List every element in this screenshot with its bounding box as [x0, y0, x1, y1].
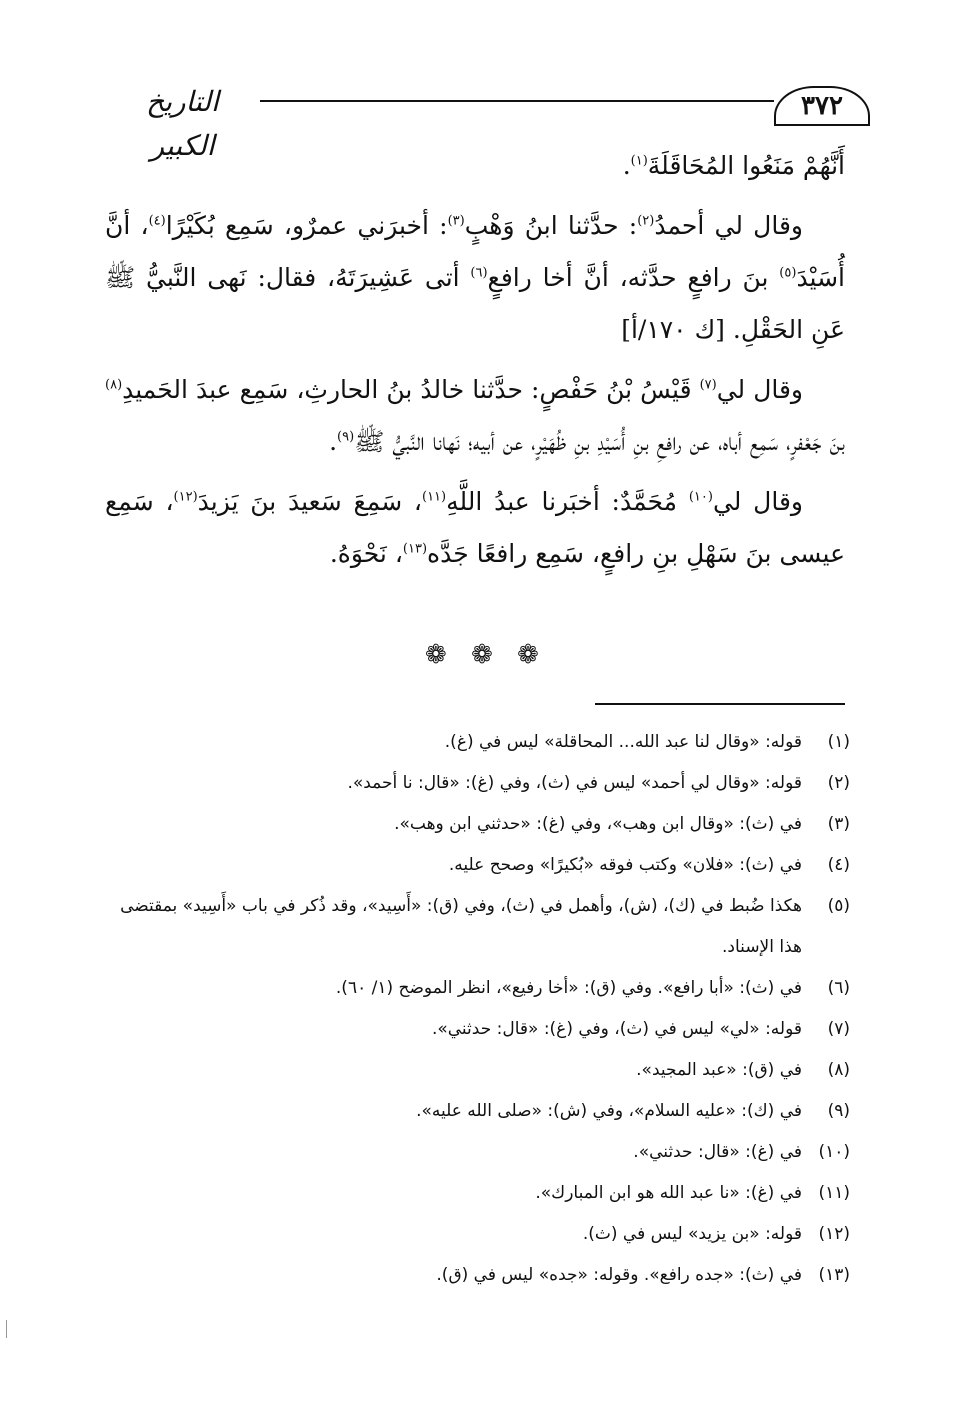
text-span: بنَ جَعْفرٍ، سَمِع أباه، عن رافعِ بنِ أُسَيْدِ بنِ ظُهَيْرٍ، عن أبيه؛ نَهانا النَّبيُّ ﷺ	[354, 427, 845, 456]
footnote-text: في (ك): «عليه السلام»، وفي (ش): «صلى الله عليه».	[416, 1101, 802, 1121]
footnote-text: في (غ): «قال: حدثني».	[633, 1142, 802, 1162]
footnote-text: في (ث): «أبا رافع». وفي (ق): «أخا رفيع»، انظر الموضح (١/ ٦٠).	[335, 978, 802, 998]
footnote-text: في (ث): «فلان» وكتب فوقه «بُكيرًا» وصحح عليه.	[448, 855, 802, 875]
footnote-ref: (٩)	[337, 429, 355, 445]
footnote-number: (١٠)	[818, 1142, 850, 1162]
footnote-number: (١)	[827, 732, 850, 752]
footnote-text: قوله: «بن يزيد» ليس في (ث).	[582, 1224, 802, 1244]
footnote-text: هكذا ضُبط في (ك)، (ش)، وأهمل في (ث)، وفي (ق): «أَسِيد»، وقد ذُكر في باب «أَسِيد» بمقتضى هذا الإسناد.	[120, 896, 802, 957]
footnote-ref: (٥)	[779, 265, 797, 281]
footnote-number: (١١)	[818, 1183, 850, 1203]
footnote-item	[110, 763, 850, 804]
footnote-item	[110, 1050, 850, 1091]
text-span: ، نَحْوَهُ.	[329, 539, 403, 568]
footnote-ref: (٦)	[470, 265, 488, 281]
footnote-ref: (١٢)	[173, 489, 198, 505]
main-text	[105, 140, 845, 588]
text-span: ، أنَّ أُسَيْدَ	[105, 211, 845, 292]
paragraph-4	[105, 476, 845, 580]
page-header	[110, 80, 870, 162]
text-span: : أخبرَني عمرٌو، سَمِع بُكَيْرًا	[165, 211, 448, 240]
footnote-text: في (ث): «جده رافع». وقوله: «جده» ليس في (ق).	[436, 1265, 802, 1285]
text-span: قَيْسُ بْنُ حَفْصٍ: حدَّثنا خالدُ بنُ الحارثِ، سَمِع عبدَ الحَميدِ	[122, 375, 700, 404]
footnote-ref: (٨)	[105, 377, 123, 393]
text-span: .	[329, 427, 338, 456]
text-span: أَنَّهُمْ مَنَعُوا المُحَاقَلَةَ	[647, 151, 845, 180]
text-span: وقال لي	[712, 487, 803, 516]
footnote-number: (٣)	[827, 814, 850, 834]
text-span: : حدَّثنا ابنُ وَهْبٍ	[464, 211, 638, 240]
footnote-ref: (٣)	[447, 213, 465, 229]
footnote-ref: (٧)	[699, 377, 717, 393]
page-number: ٣٧٢	[774, 86, 870, 126]
footnote-item	[110, 1255, 850, 1296]
text-span: بنَ رافعٍ حدَّثه، أنَّ أخا رافعٍ	[487, 263, 780, 292]
footnote-ref: (٢)	[637, 213, 655, 229]
paragraph-1	[105, 140, 845, 192]
text-span: ، سَمِعَ سَعيدَ بنَ يَزيدَ	[197, 487, 422, 516]
footnotes	[110, 722, 850, 1296]
footnote-ref: (١٣)	[402, 541, 428, 557]
footnote-ref: (١٠)	[688, 489, 713, 505]
footnote-number: (٢)	[827, 773, 850, 793]
footnote-divider	[595, 703, 845, 705]
section-ornament-icon: ❁ ❁ ❁	[425, 640, 547, 670]
footnote-item	[110, 845, 850, 886]
footnote-number: (٩)	[827, 1101, 850, 1121]
footnote-ref: (١١)	[422, 489, 447, 505]
footnote-item	[110, 886, 850, 968]
footnote-item	[110, 1091, 850, 1132]
footnote-text: في (ث): «وقال ابن وهب»، وفي (غ): «حدثني ابن وهب».	[394, 814, 802, 834]
text-span: ، سَمِع عيسى بنَ سَهْلِ بنِ رافعٍ، سَمِع رافعًا جَدَّه	[105, 487, 845, 568]
footnote-text: في (غ): «نا عبد الله هو ابن المبارك».	[535, 1183, 802, 1203]
footnote-text: في (ق): «عبد المجيد».	[636, 1060, 802, 1080]
footnote-number: (٦)	[827, 978, 850, 998]
footnote-item	[110, 1173, 850, 1214]
footnote-text: قوله: «وقال لنا عبد الله... المحاقلة» ليس في (غ).	[444, 732, 802, 752]
footnote-number: (٨)	[827, 1060, 850, 1080]
text-span: وقال لي	[716, 375, 803, 404]
text-span: أتى عَشِيرَتَهُ، فقال: نَهى النَّبيُّ ﷺ عَنِ الحَقْلِ. [ك ١٧٠/أ]	[105, 263, 845, 344]
footnote-item	[110, 804, 850, 845]
footnote-number: (٤)	[827, 855, 850, 875]
text-span: وقال لي أحمدُ	[654, 211, 803, 240]
footnote-item	[110, 1214, 850, 1255]
footnote-number: (١٢)	[818, 1224, 850, 1244]
footnote-item	[110, 722, 850, 763]
footnote-item	[110, 1009, 850, 1050]
paragraph-2	[105, 200, 845, 356]
paragraph-3	[105, 364, 845, 468]
header-rule	[260, 100, 774, 102]
book-title: التاريخ الكبير	[146, 85, 219, 162]
footnote-item	[110, 1132, 850, 1173]
margin-mark	[6, 1320, 7, 1338]
footnote-item	[110, 968, 850, 1009]
footnote-text: قوله: «وقال لي أحمد» ليس في (ث)، وفي (غ): «قال: نا أحمد».	[347, 773, 802, 793]
text-span: مُحَمَّدٌ: أخبَرنا عبدُ اللَّهِ	[446, 487, 689, 516]
footnote-number: (١٣)	[818, 1265, 850, 1285]
text-span: .	[622, 151, 631, 180]
footnote-number: (٥)	[827, 896, 850, 916]
footnote-number: (٧)	[827, 1019, 850, 1039]
footnote-text: قوله: «لي» ليس في (ث)، وفي (غ): «قال: حدثني».	[431, 1019, 802, 1039]
footnote-ref: (١)	[630, 153, 648, 169]
footnote-ref: (٤)	[148, 213, 166, 229]
